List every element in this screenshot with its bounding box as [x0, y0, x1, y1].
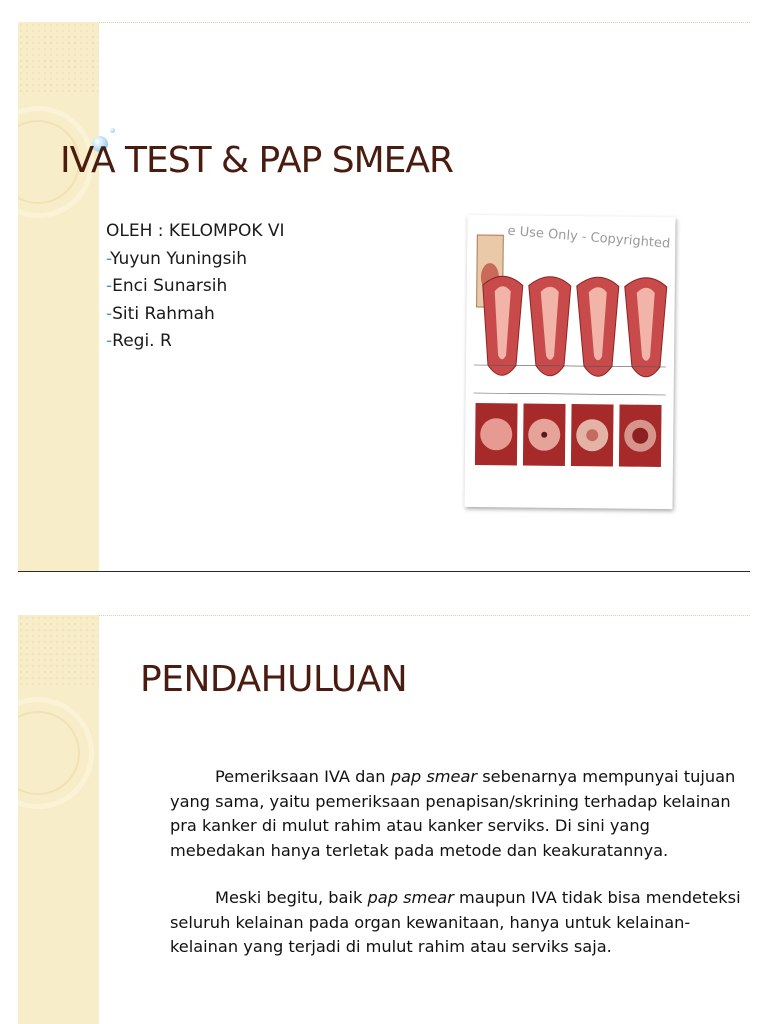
member-item: -Enci Sunarsih — [106, 276, 228, 296]
cervix-illustration — [464, 215, 675, 509]
watermark-text: e Use Only - Copyrighted — [506, 223, 671, 252]
section-title: PENDAHULUAN — [140, 659, 408, 700]
lattice-pattern — [18, 22, 99, 92]
decorative-side-band — [18, 615, 99, 1024]
bubble-small-icon — [110, 128, 115, 133]
decorative-side-band — [18, 22, 99, 571]
slide-title-text: IVA TEST & PAP SMEAR — [60, 140, 454, 181]
member-item: -Yuyun Yuningsih — [106, 248, 247, 269]
member-item: -Siti Rahmah — [106, 303, 215, 324]
lattice-pattern — [18, 615, 99, 685]
paragraph: Meski begitu, baik pap smear maupun IVA tidak bisa mendeteksi seluruh kelainan pada organ kewanitaan, hanya untuk kelainan-kelainan yang terjadi di mulut rahim atau serviks saja. — [170, 888, 741, 956]
author-heading: OLEH : KELOMPOK VI — [106, 221, 285, 241]
slide-title — [18, 22, 750, 572]
body-text — [170, 765, 742, 983]
cervix-illustration-svg — [464, 215, 675, 509]
slide-top-border — [18, 615, 750, 616]
paragraph: Pemeriksaan IVA dan pap smear sebenarnya mempunyai tujuan yang sama, yaitu pemeriksaan penapisan/skrining terhadap kelainan pra kanker di mulut rahim atau kanker serviks. Di sini yang mebedakan hanya terletak pada metode dan keakuratannya. — [170, 767, 736, 860]
slide-top-border — [18, 22, 750, 23]
author-list — [106, 218, 285, 356]
slide-introduction — [18, 615, 750, 1024]
member-item: -Regi. R — [106, 331, 172, 351]
